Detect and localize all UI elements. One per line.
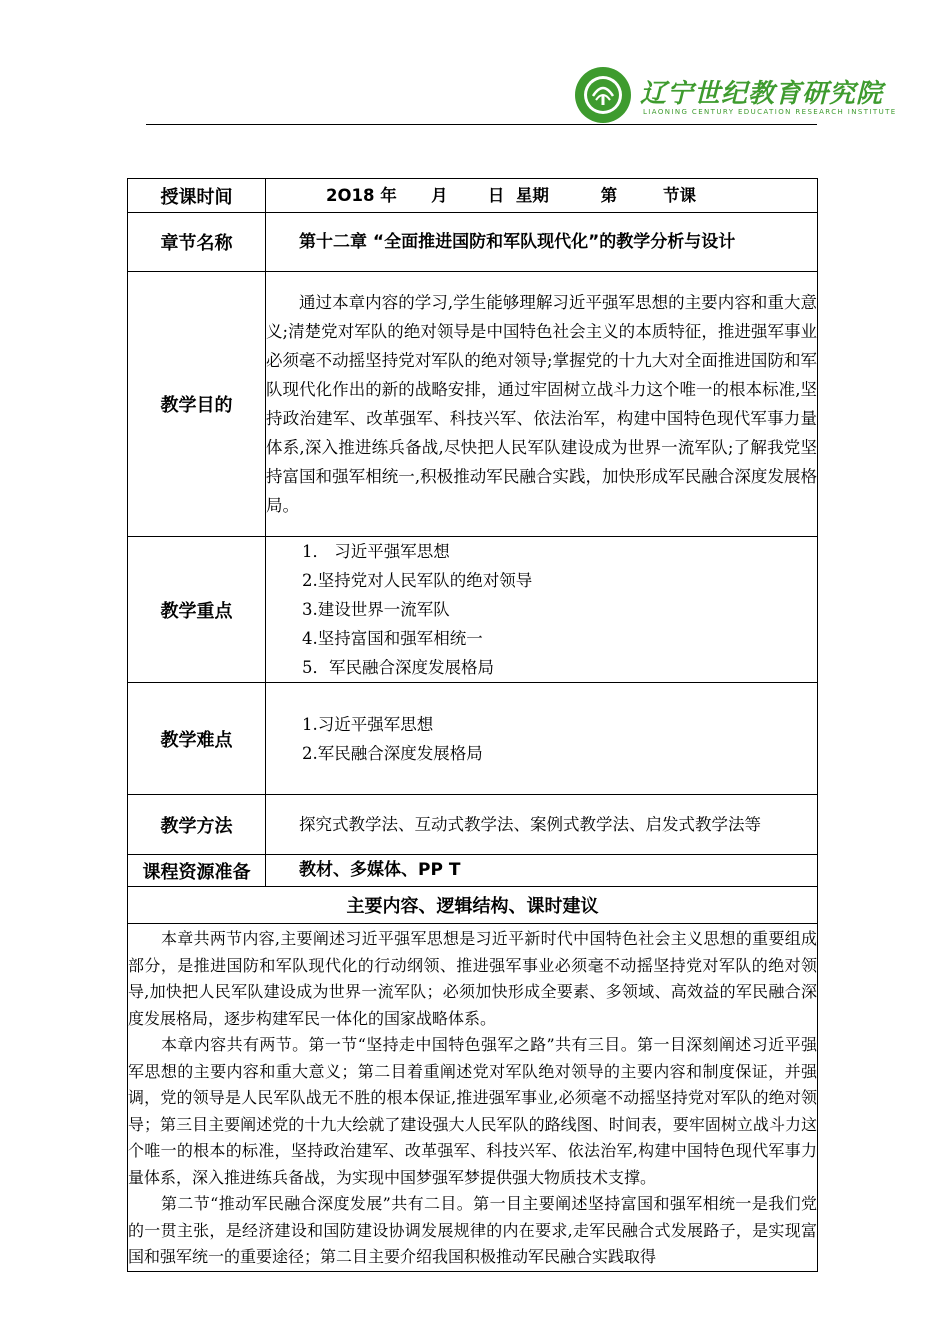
method-label: 教学方法 [128, 795, 266, 855]
row-resources [128, 855, 818, 887]
difficulty-cell [266, 683, 818, 795]
section-title: 主要内容、逻辑结构、课时建议 [128, 887, 818, 924]
difficulty-item: 2.军民融合深度发展格局 [302, 743, 483, 763]
time-value: 2O18 年 月 日 星期 第 节课 [266, 179, 818, 213]
page-header [0, 0, 950, 130]
institute-name: 辽宁世纪教育研究院 [640, 79, 884, 109]
key-item: 3.建设世界一流军队 [302, 600, 450, 619]
resource-label: 课程资源准备 [128, 855, 266, 887]
row-difficulties [128, 683, 818, 795]
content-paragraph: 本章共两节内容,主要阐述习近平强军思想是习近平新时代中国特色社会主义思想的重要组成部分，是推进国防和军队现代化的行动纲领、推进强军事业必须毫不动摇坚持党对军队的绝对领导,加快把人民军队建设成为世界一流军队；必须加快形成全要素、多领域、高效益的军民融合深度发展格局，逐步构建军民一体化的国家战略体系。 [128, 929, 817, 1028]
row-main-content [128, 924, 818, 1272]
main-content [128, 924, 817, 1271]
time-label: 授课时间 [128, 179, 266, 213]
row-section-title [128, 887, 818, 924]
resource-text: 教材、多媒体、PP T [299, 860, 461, 880]
method-cell [266, 795, 818, 855]
key-label: 教学重点 [128, 537, 266, 683]
chapter-label: 章节名称 [128, 213, 266, 272]
row-goal [128, 272, 818, 537]
row-time [128, 179, 818, 213]
key-item: 1． 习近平强军思想 [302, 542, 450, 561]
main-content-cell [128, 924, 818, 1272]
key-item: 2.坚持党对人民军队的绝对领导 [302, 571, 533, 590]
goal-text: 通过本章内容的学习,学生能够理解习近平强军思想的主要内容和重大意义;清楚党对军队的绝对领导是中国特色社会主义的本质特征，推进强军事业必须毫不动摇坚持党对军队的绝对领导;掌握党的十九大对全面推进国防和军队现代化作出的新的战略安排，通过牢固树立战斗力这个唯一的根本标准,坚持政治建军、改革强军、科技兴军、依法治军，构建中国特色现代军事力量体系,深入推进练兵备战,尽快把人民军队建设成为世界一流军队;了解我党坚持富国和强军相统一,积极推动军民融合实践，加快形成军民融合深度发展格局。 [266, 293, 817, 515]
goal-cell [266, 272, 818, 537]
chapter-cell [266, 213, 818, 272]
row-method [128, 795, 818, 855]
content-paragraph: 第二节“推动军民融合深度发展”共有二目。第一目主要阐述坚持富国和强军相统一是我们党的一贯主张，是经济建设和国防建设协调发展规律的内在要求,走军民融合式发展路子，是实现富国和强军统一的重要途径；第二目主要介绍我国积极推动军民融合实践取得 [128, 1194, 817, 1266]
institute-english-name: LIAONING CENTURY EDUCATION RESEARCH INSTITUTE [643, 108, 897, 116]
header-divider [146, 124, 817, 125]
lesson-plan-table [127, 178, 818, 1272]
content-paragraph: 本章内容共有两节。第一节“坚持走中国特色强军之路”共有三目。第一目深刻阐述习近平强军思想的主要内容和重大意义；第二目着重阐述党对军队绝对领导的主要内容和制度保证，并强调，党的领导是人民军队战无不胜的根本保证,推进强军事业,必须毫不动摇坚持党对军队的绝对领导；第三目主要阐述党的十九大绘就了建设强大人民军队的路线图、时间表，要牢固树立战斗力这个唯一的根本的标准，坚持政治建军、改革强军、科技兴军、依法治军,构建中国特色现代军事力量体系，深入推进练兵备战，为实现中国梦强军梦提供强大物质技术支撑。 [128, 1035, 817, 1187]
difficulty-item: 1.习近平强军思想 [302, 714, 434, 734]
difficulty-label: 教学难点 [128, 683, 266, 795]
institute-logo-icon [574, 66, 632, 124]
method-text: 探究式教学法、互动式教学法、案例式教学法、启发式教学法等 [299, 814, 761, 834]
resource-cell [266, 855, 818, 887]
key-item: 5．军民融合深度发展格局 [302, 658, 494, 677]
key-cell [266, 537, 818, 683]
chapter-value: 第十二章 “全面推进国防和军队现代化”的教学分析与设计 [299, 232, 736, 252]
row-chapter [128, 213, 818, 272]
key-item: 4.坚持富国和强军相统一 [302, 629, 483, 648]
goal-label: 教学目的 [128, 272, 266, 537]
row-key-points [128, 537, 818, 683]
